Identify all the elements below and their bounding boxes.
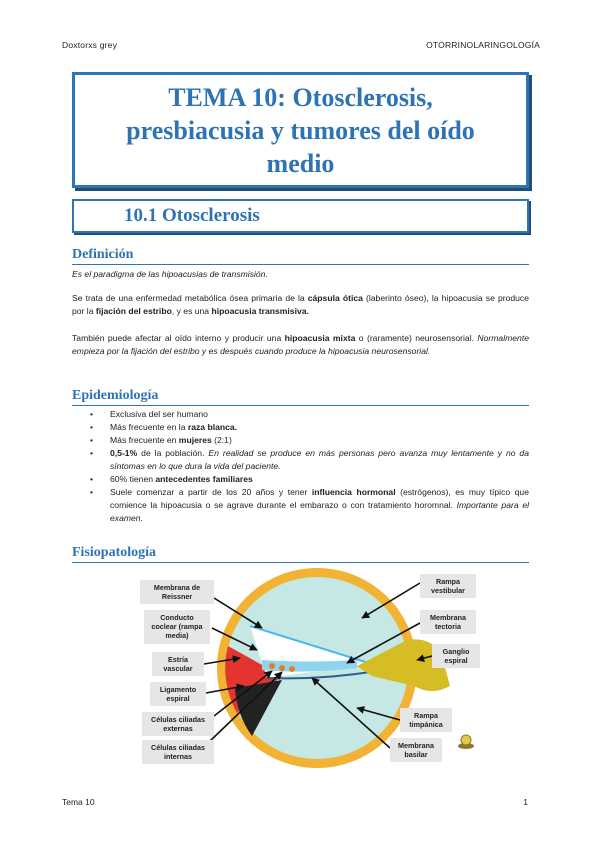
- label-membrana-basilar: [390, 738, 442, 762]
- svg-text:Ligamento: Ligamento: [159, 685, 197, 694]
- list-item: • 60% tienen antecedentes familiares: [90, 473, 529, 486]
- definicion-paragraph-1: Se trata de una enfermedad metabólica ósea primaria de la cápsula ótica (laberinto óseo), la hipoacusia se produce por la fijación del estribo, y es una hipoacusia transmisiva.: [72, 293, 530, 316]
- svg-text:Células ciliadas: Células ciliadas: [151, 743, 205, 752]
- svg-text:timpánica: timpánica: [409, 720, 443, 729]
- heading-definicion: Definición: [72, 247, 529, 265]
- svg-text:Rampa: Rampa: [414, 711, 438, 720]
- label-celulas-internas: [142, 740, 214, 764]
- label-rampa-timpanica: [400, 708, 452, 732]
- list-item: • Suele comenzar a partir de los 20 años y tener influencia hormonal (estrógenos), es muy típico que comience la hipoacusia o se agrave durante el embarazo o con tratamiento horomnal. Importante para el examen.: [90, 486, 529, 525]
- list-item: • Más frecuente en la raza blanca.: [90, 421, 529, 434]
- title-box: [72, 72, 529, 188]
- list-item: • Exclusiva del ser humano: [90, 408, 529, 421]
- svg-text:tectoria: tectoria: [435, 622, 461, 631]
- label-conducto-coclear: [144, 610, 210, 644]
- svg-text:Células ciliadas: Células ciliadas: [151, 715, 205, 724]
- svg-text:Reissner: Reissner: [161, 592, 193, 601]
- label-rampa-vestibular: [420, 574, 476, 598]
- cochlea-diagram: [132, 568, 484, 768]
- list-item: • 0,5-1% de la población. En realidad se produce en más personas pero avanza muy lentamente y no da síntomas en lo que dura la vida del paciente.: [90, 447, 529, 473]
- label-ligamento-espiral: [150, 682, 206, 706]
- svg-text:Rampa: Rampa: [436, 577, 460, 586]
- label-reissner: [140, 580, 214, 604]
- svg-text:basilar: basilar: [404, 750, 428, 759]
- label-ganglio-espiral: [432, 644, 480, 668]
- definicion-paragraph-2: También puede afectar al oído interno y producir una hipoacusia mixta o (raramente) neurosensorial. Normalmente empieza por la fijación del estribo y es después cuando produce la hipoacusia neurosensorial.: [72, 333, 529, 356]
- list-item: • Más frecuente en mujeres (2:1): [90, 434, 529, 447]
- svg-text:externas: externas: [163, 724, 193, 733]
- svg-text:media): media): [165, 631, 189, 640]
- svg-text:Membrana de: Membrana de: [153, 583, 201, 592]
- heading-fisiopatologia: Fisiopatología: [72, 545, 529, 563]
- footer-left: Tema 10: [62, 797, 95, 807]
- svg-text:Membrana: Membrana: [398, 741, 434, 750]
- header-right: OTORRINOLARINGOLOGÍA: [426, 40, 540, 50]
- label-membrana-tectoria: [420, 610, 476, 634]
- svg-text:Estría: Estría: [168, 655, 188, 664]
- section-title: 10.1 Otosclerosis: [124, 205, 260, 226]
- svg-text:Membrana: Membrana: [430, 613, 466, 622]
- svg-text:coclear (rampa: coclear (rampa: [151, 622, 203, 631]
- svg-text:vascular: vascular: [163, 664, 193, 673]
- heading-epidemiologia: Epidemiología: [72, 388, 529, 406]
- page-title: TEMA 10: Otosclerosis, presbiacusia y tumores del oído medio: [126, 82, 475, 178]
- header-left: Doxtorxs grey: [62, 40, 118, 50]
- svg-text:espiral: espiral: [444, 656, 468, 665]
- svg-text:vestibular: vestibular: [431, 586, 465, 595]
- label-celulas-externas: [142, 712, 214, 736]
- section-box: [72, 199, 529, 233]
- svg-text:Conducto: Conducto: [160, 613, 194, 622]
- definicion-intro: Es el paradigma de las hipoacusias de transmisión.: [72, 269, 268, 279]
- snail-icon: [458, 735, 474, 749]
- svg-text:Ganglio: Ganglio: [442, 647, 470, 656]
- svg-text:internas: internas: [164, 752, 192, 761]
- svg-text:espiral: espiral: [166, 694, 190, 703]
- page-number: 1: [523, 797, 528, 807]
- label-estria-vascular: [152, 652, 204, 676]
- epidemiologia-list: [90, 408, 529, 525]
